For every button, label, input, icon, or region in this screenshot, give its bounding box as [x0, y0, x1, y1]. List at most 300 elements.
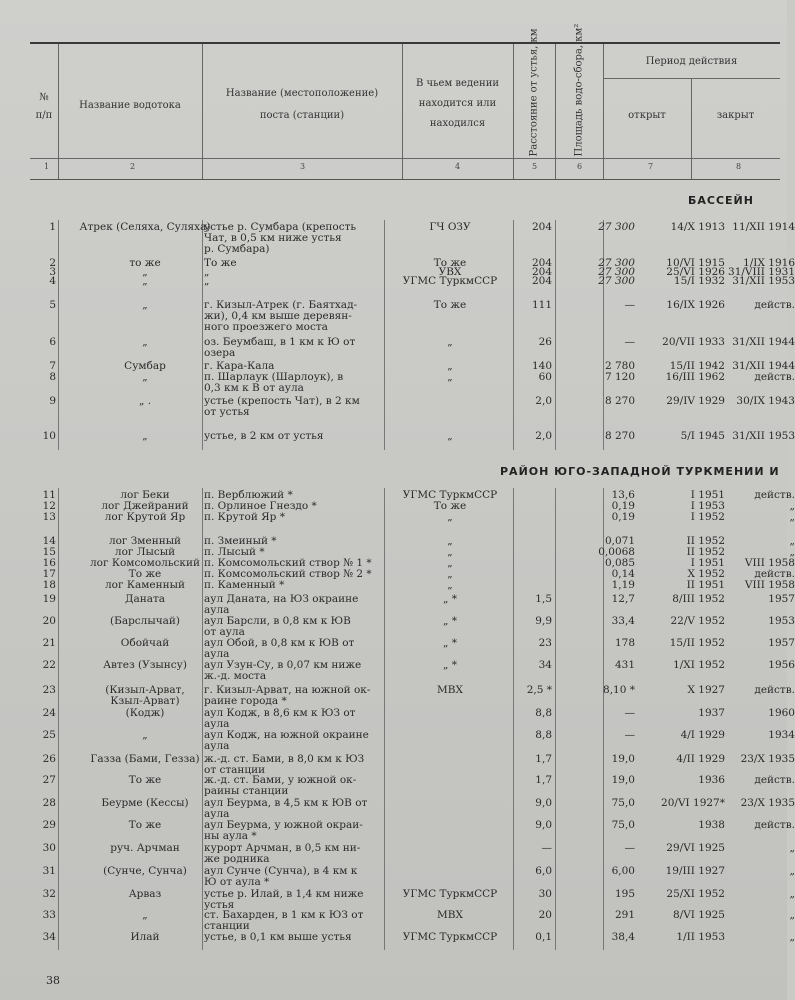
river-name: „ — [142, 371, 148, 383]
closed-date: 23/X 1935 — [740, 753, 795, 765]
post-name: курорт Арчман, в 0,5 км ни- — [204, 842, 361, 854]
river-name: Илай — [130, 931, 160, 943]
post-name: устье, в 0,1 км выше устья — [204, 931, 352, 943]
row-number: 29 — [42, 819, 56, 831]
distance: 26 — [538, 336, 552, 348]
agency: „ — [447, 371, 453, 383]
agency: УГМС ТуркмССР — [402, 888, 498, 900]
distance: 1,7 — [535, 774, 552, 786]
agency: „ — [447, 535, 453, 547]
distance: 1,5 — [535, 593, 552, 605]
post-name: аула — [204, 718, 230, 730]
post-name: аул Беурма, у южной окраи- — [204, 819, 363, 831]
post-name: раине города * — [204, 695, 287, 707]
row-number: 23 — [42, 684, 56, 696]
post-name: аул Даната, на ЮЗ окраине — [204, 593, 359, 605]
post-name: аул Беурма, в 4,5 км к ЮВ от — [204, 797, 368, 809]
catchment-area: 13,6 — [611, 489, 635, 501]
agency: „ — [447, 568, 453, 580]
opened-date: 20/VI 1927* — [661, 797, 725, 809]
river-name: „ . — [138, 395, 152, 407]
header-period-label: Период действия — [645, 56, 738, 67]
opened-date: 15/I 1932 — [673, 275, 725, 287]
post-name: ж.-д. моста — [204, 670, 267, 682]
opened-date: 8/VI 1925 — [672, 909, 725, 921]
row-number: 27 — [42, 774, 56, 786]
catchment-area: 27 300 — [598, 275, 635, 287]
opened-date: 1938 — [698, 819, 725, 831]
opened-date: II 1952 — [686, 546, 725, 558]
row-number: 21 — [42, 637, 56, 649]
river-name: Даната — [124, 593, 166, 605]
row-number: 15 — [42, 546, 56, 558]
opened-date: 29/VI 1925 — [666, 842, 725, 854]
closed-date: 31/XII 1953 — [732, 430, 795, 442]
post-name: жи), 0,4 км выше деревян- — [204, 310, 352, 322]
header-post-line2: поста (станции) — [259, 110, 345, 121]
row-number: 25 — [42, 729, 56, 741]
opened-date: 25/XI 1952 — [666, 888, 725, 900]
row-number: 31 — [42, 865, 56, 877]
closed-date: 1/IX 1916 — [743, 257, 795, 269]
post-name: устье (крепость Чат), в 2 км — [204, 395, 360, 407]
agency: МВХ — [437, 684, 463, 696]
post-name: раины станции — [204, 785, 289, 797]
opened-date: 16/IX 1926 — [666, 299, 725, 311]
river-name: „ — [142, 266, 148, 278]
river-name: „ — [142, 909, 148, 921]
post-name: п. Орлиное Гнездо * — [204, 500, 317, 512]
row-number: 13 — [42, 511, 56, 523]
post-name: оз. Беумбаш, в 1 км к Ю от — [204, 336, 356, 348]
river-name: лог Зменный — [108, 535, 182, 547]
closed-date: 30/IX 1943 — [736, 395, 795, 407]
closed-date: действ. — [754, 774, 795, 786]
row-number: 16 — [42, 557, 56, 569]
column-rule — [58, 220, 59, 450]
opened-date: 4/I 1929 — [680, 729, 725, 741]
opened-date: 25/VI 1926 — [666, 266, 725, 278]
catchment-area: 19,0 — [611, 753, 635, 765]
agency: УГМС ТуркмССР — [402, 931, 498, 943]
column-number: 1 — [44, 162, 50, 171]
agency: „ — [447, 546, 453, 558]
distance: 2,0 — [535, 395, 552, 407]
catchment-area: 2 780 — [604, 360, 635, 372]
post-name: устье р. Илай, в 1,4 км ниже — [204, 888, 364, 900]
header-river-label: Название водотока — [79, 100, 181, 111]
opened-date: 5/I 1945 — [680, 430, 725, 442]
closed-date: VIII 1958 — [744, 557, 795, 569]
distance: — — [541, 842, 552, 854]
column-number: 3 — [300, 162, 306, 171]
river-name: лог Крутой Яр — [104, 511, 186, 523]
post-name: г. Кизыл-Атрек (г. Баятхад- — [204, 299, 358, 311]
catchment-area: 19,0 — [611, 774, 635, 786]
catchment-area: 12,7 — [611, 593, 635, 605]
catchment-area: 8,10 * — [603, 684, 635, 696]
distance: 8,8 — [535, 707, 552, 719]
river-name: лог Беки — [120, 489, 170, 501]
post-name: аул Сунче (Сунча), в 4 км к — [204, 865, 358, 877]
column-number: 8 — [736, 162, 742, 171]
post-name: аул Узун-Су, в 0,07 км ниже — [204, 659, 362, 671]
post-name: г. Кизыл-Арват, на южной ок- — [204, 684, 371, 696]
river-name: (Кизыл-Арват, — [105, 684, 185, 696]
post-name: п. Лысый * — [204, 546, 265, 558]
distance: 204 — [531, 275, 552, 287]
catchment-area: 6,00 — [611, 865, 635, 877]
row-number: 5 — [49, 299, 56, 311]
header-number-sign: № — [39, 92, 49, 103]
row-number: 10 — [42, 430, 56, 442]
catchment-area: 33,4 — [611, 615, 635, 627]
closed-date: 11/XII 1914 — [732, 221, 795, 233]
column-number: 4 — [455, 162, 461, 171]
distance: 6,0 — [535, 865, 552, 877]
closed-date: „ — [789, 511, 795, 523]
closed-date: 31/XII 1944 — [732, 336, 795, 348]
river-name: Атрек (Селяха, Суляха) — [79, 221, 211, 233]
river-name: Кзыл-Арват) — [110, 695, 180, 707]
river-name: Газза (Бами, Гезза) — [90, 753, 200, 765]
row-number: 19 — [42, 593, 56, 605]
closed-date: „ — [789, 546, 795, 558]
post-name: г. Кара-Кала — [204, 360, 275, 372]
agency: УГМС ТуркмССР — [402, 275, 498, 287]
closed-date: действ. — [754, 299, 795, 311]
agency: То же — [433, 299, 467, 311]
post-name: п. Комсомольский створ № 2 * — [204, 568, 372, 580]
closed-date: 1956 — [768, 659, 795, 671]
catchment-area: 75,0 — [611, 797, 635, 809]
distance: 8,8 — [535, 729, 552, 741]
distance: 20 — [538, 909, 552, 921]
header-org-line1: В чьем ведении — [415, 78, 500, 89]
catchment-area: 27 300 — [598, 221, 635, 233]
opened-date: 20/VII 1933 — [662, 336, 725, 348]
post-name: устье, в 2 км от устья — [204, 430, 324, 442]
catchment-area: 0,19 — [611, 500, 635, 512]
opened-date: II 1951 — [686, 579, 725, 591]
distance: 9,0 — [535, 797, 552, 809]
catchment-area: 291 — [614, 909, 635, 921]
row-number: 3 — [49, 266, 56, 278]
river-name: лог Комсомольский — [90, 557, 200, 569]
catchment-area: — — [624, 299, 635, 311]
distance: 204 — [531, 257, 552, 269]
agency: ГЧ ОЗУ — [429, 221, 471, 233]
row-number: 17 — [42, 568, 56, 580]
closed-date: VIII 1958 — [744, 579, 795, 591]
post-name: „ — [204, 275, 210, 287]
closed-date: „ — [789, 931, 795, 943]
row-number: 20 — [42, 615, 56, 627]
column-rule — [513, 220, 514, 450]
post-name: станции — [204, 920, 250, 932]
river-name: „ — [142, 729, 148, 741]
column-rule — [202, 220, 203, 450]
catchment-area: 0,0068 — [598, 546, 635, 558]
closed-date: „ — [789, 865, 795, 877]
catchment-area: 8 270 — [604, 430, 635, 442]
agency: „ — [447, 579, 453, 591]
agency: „ — [447, 511, 453, 523]
agency: УВХ — [438, 266, 462, 278]
opened-date: I 1951 — [690, 557, 725, 569]
catchment-area: — — [624, 842, 635, 854]
column-number: 6 — [577, 162, 583, 171]
post-name: аула — [204, 808, 230, 820]
opened-date: 22/V 1952 — [670, 615, 725, 627]
post-name: Чат, в 0,5 км ниже устья — [204, 232, 342, 244]
closed-date: 1957 — [768, 637, 795, 649]
catchment-area: 1,19 — [611, 579, 635, 591]
row-number: 4 — [49, 275, 56, 287]
row-number: 11 — [42, 489, 56, 501]
catchment-area: 0,14 — [611, 568, 635, 580]
post-name: То же — [204, 257, 237, 269]
opened-date: I 1952 — [690, 511, 725, 523]
closed-date: 23/X 1935 — [740, 797, 795, 809]
opened-date: 19/III 1927 — [665, 865, 725, 877]
post-name: п. Змеиный * — [204, 535, 277, 547]
column-rule — [555, 220, 556, 450]
post-name: ного проезжего моста — [204, 321, 328, 333]
distance: 9,0 — [535, 819, 552, 831]
post-name: р. Сумбара) — [204, 243, 270, 255]
river-name: Обойчай — [120, 637, 170, 649]
post-name: от устья — [204, 406, 250, 418]
catchment-area: 27 300 — [598, 266, 635, 278]
post-name: п. Комсомольский створ № 1 * — [204, 557, 372, 569]
header-area-label: Площадь водо-сбора, км² — [573, 23, 585, 157]
post-name: же родника — [204, 853, 270, 865]
river-name: лог Каменный — [105, 579, 185, 591]
opened-date: 14/X 1913 — [670, 221, 725, 233]
agency: „ — [447, 557, 453, 569]
catchment-area: — — [624, 336, 635, 348]
post-name: аула — [204, 604, 230, 616]
post-name: Ю от аула * — [204, 876, 270, 888]
opened-date: 29/IV 1929 — [666, 395, 725, 407]
closed-date: действ. — [754, 819, 795, 831]
row-number: 28 — [42, 797, 56, 809]
catchment-area: 195 — [614, 888, 635, 900]
river-name: „ — [142, 430, 148, 442]
agency: „ * — [442, 659, 458, 671]
closed-date: 1953 — [768, 615, 795, 627]
post-name: п. Крутой Яр * — [204, 511, 285, 523]
opened-date: I 1953 — [690, 500, 725, 512]
catchment-area: 75,0 — [611, 819, 635, 831]
agency: МВХ — [437, 909, 463, 921]
row-number: 12 — [42, 500, 56, 512]
opened-date: 16/III 1962 — [665, 371, 725, 383]
post-name: устья — [204, 899, 235, 911]
opened-date: 1937 — [698, 707, 725, 719]
river-name: То же — [128, 819, 162, 831]
column-number: 2 — [130, 162, 136, 171]
opened-date: 1936 — [698, 774, 725, 786]
closed-date: 1957 — [768, 593, 795, 605]
header-distance-label: Расстояние от устья, км — [528, 28, 540, 157]
row-number: 22 — [42, 659, 56, 671]
row-number: 2 — [49, 257, 56, 269]
agency: „ * — [442, 593, 458, 605]
row-number: 34 — [42, 931, 56, 943]
closed-date: „ — [789, 535, 795, 547]
column-rule — [58, 488, 59, 950]
header-close-label: закрыт — [716, 110, 755, 121]
closed-date: „ — [789, 909, 795, 921]
river-name: Беурме (Кессы) — [101, 797, 189, 809]
distance: 140 — [531, 360, 552, 372]
river-name: то же — [129, 257, 161, 269]
post-name: ст. Бахарден, в 1 км к ЮЗ от — [204, 909, 364, 921]
section-title-region: РАЙОН ЮГО-ЗАПАДНОЙ ТУРКМЕНИИ И — [500, 465, 780, 478]
column-number: 7 — [648, 162, 654, 171]
river-name: (Сунче, Сунча) — [103, 865, 187, 877]
distance: 60 — [538, 371, 552, 383]
distance: 1,7 — [535, 753, 552, 765]
catchment-area: — — [624, 707, 635, 719]
distance: 204 — [531, 221, 552, 233]
agency: То же — [433, 257, 467, 269]
section-title-basin: БАССЕЙН — [688, 194, 754, 207]
river-name: „ — [142, 336, 148, 348]
distance: 204 — [531, 266, 552, 278]
opened-date: 8/III 1952 — [672, 593, 725, 605]
distance: 2,0 — [535, 430, 552, 442]
post-name: п. Верблюжий * — [204, 489, 293, 501]
header-org-line2: находится или — [418, 98, 497, 109]
closed-date: „ — [789, 842, 795, 854]
distance: 9,9 — [535, 615, 552, 627]
header-org-line3: находился — [429, 118, 486, 129]
agency: То же — [433, 500, 467, 512]
opened-date: 1/II 1953 — [676, 931, 725, 943]
post-name: аул Барсли, в 0,8 км к ЮВ — [204, 615, 351, 627]
catchment-area: 8 270 — [604, 395, 635, 407]
distance: 2,5 * — [526, 684, 552, 696]
agency: УГМС ТуркмССР — [402, 489, 498, 501]
post-name: ж.-д. ст. Бами, у южной ок- — [204, 774, 357, 786]
header-number-pp: п/п — [35, 110, 53, 121]
row-number: 9 — [49, 395, 56, 407]
river-name: „ — [142, 299, 148, 311]
post-name: ны аула * — [204, 830, 257, 842]
post-name: „ — [204, 266, 210, 278]
closed-date: действ. — [754, 568, 795, 580]
river-name: лог Джейраний — [101, 500, 189, 512]
closed-date: действ. — [754, 684, 795, 696]
column-rule — [603, 220, 604, 450]
opened-date: 4/II 1929 — [676, 753, 725, 765]
opened-date: X 1952 — [687, 568, 725, 580]
post-name: аула — [204, 648, 230, 660]
catchment-area: — — [624, 729, 635, 741]
row-number: 1 — [49, 221, 56, 233]
closed-date: 31/XII 1953 — [732, 275, 795, 287]
header-open-label: открыт — [628, 110, 666, 121]
river-name: То же — [128, 568, 162, 580]
distance: 30 — [538, 888, 552, 900]
post-name: от аула — [204, 626, 245, 638]
opened-date: I 1951 — [690, 489, 725, 501]
agency: „ — [447, 336, 453, 348]
closed-date: 1960 — [768, 707, 795, 719]
row-number: 14 — [42, 535, 56, 547]
page-number: 38 — [46, 974, 60, 987]
river-name: (Барслычай) — [110, 615, 180, 627]
row-number: 18 — [42, 579, 56, 591]
agency: „ * — [442, 615, 458, 627]
column-number: 5 — [532, 162, 538, 171]
catchment-area: 178 — [614, 637, 635, 649]
header-post-line1: Название (местоположение) — [225, 88, 379, 99]
closed-date: действ. — [754, 371, 795, 383]
post-name: ж.-д. ст. Бами, в 8,0 км к ЮЗ — [204, 753, 365, 765]
row-number: 6 — [49, 336, 56, 348]
closed-date: „ — [789, 500, 795, 512]
agency: „ — [447, 360, 453, 372]
post-name: аула — [204, 740, 230, 752]
opened-date: 15/II 1942 — [669, 360, 725, 372]
opened-date: II 1952 — [686, 535, 725, 547]
river-name: (Кодж) — [125, 707, 165, 719]
river-name: „ — [142, 275, 148, 287]
distance: 111 — [531, 299, 552, 311]
column-rule — [555, 488, 556, 950]
river-name: То же — [128, 774, 162, 786]
opened-date: 15/II 1952 — [669, 637, 725, 649]
catchment-area: 431 — [614, 659, 635, 671]
row-number: 30 — [42, 842, 56, 854]
distance: 34 — [538, 659, 552, 671]
catchment-area: 38,4 — [611, 931, 635, 943]
river-name: руч. Арчман — [110, 842, 180, 854]
post-name: п. Шарлаук (Шарлоук), в — [204, 371, 344, 383]
catchment-area: 27 300 — [598, 257, 635, 269]
agency: „ — [447, 430, 453, 442]
row-number: 33 — [42, 909, 56, 921]
post-name: от станции — [204, 764, 266, 776]
river-name: лог Лысый — [114, 546, 176, 558]
post-name: устье р. Сумбара (крепость — [204, 221, 357, 233]
catchment-area: 0,085 — [604, 557, 635, 569]
post-name: п. Каменный * — [204, 579, 285, 591]
distance: 23 — [538, 637, 552, 649]
closed-date: 1934 — [768, 729, 795, 741]
row-number: 24 — [42, 707, 56, 719]
closed-date: действ. — [754, 489, 795, 501]
distance: 0,1 — [535, 931, 552, 943]
opened-date: 1/XI 1952 — [673, 659, 725, 671]
post-name: аул Кодж, на южной окраине — [204, 729, 369, 741]
row-number: 8 — [49, 371, 56, 383]
post-name: аул Обой, в 0,8 км к ЮВ от — [204, 637, 355, 649]
closed-date: „ — [789, 888, 795, 900]
river-name: Арваз — [128, 888, 162, 900]
closed-date: 31/XII 1944 — [732, 360, 795, 372]
river-name: Автез (Узынсу) — [103, 659, 187, 671]
catchment-area: 0,19 — [611, 511, 635, 523]
opened-date: X 1927 — [687, 684, 725, 696]
row-number: 7 — [49, 360, 56, 372]
row-number: 26 — [42, 753, 56, 765]
post-name: аул Кодж, в 8,6 км к ЮЗ от — [204, 707, 356, 719]
